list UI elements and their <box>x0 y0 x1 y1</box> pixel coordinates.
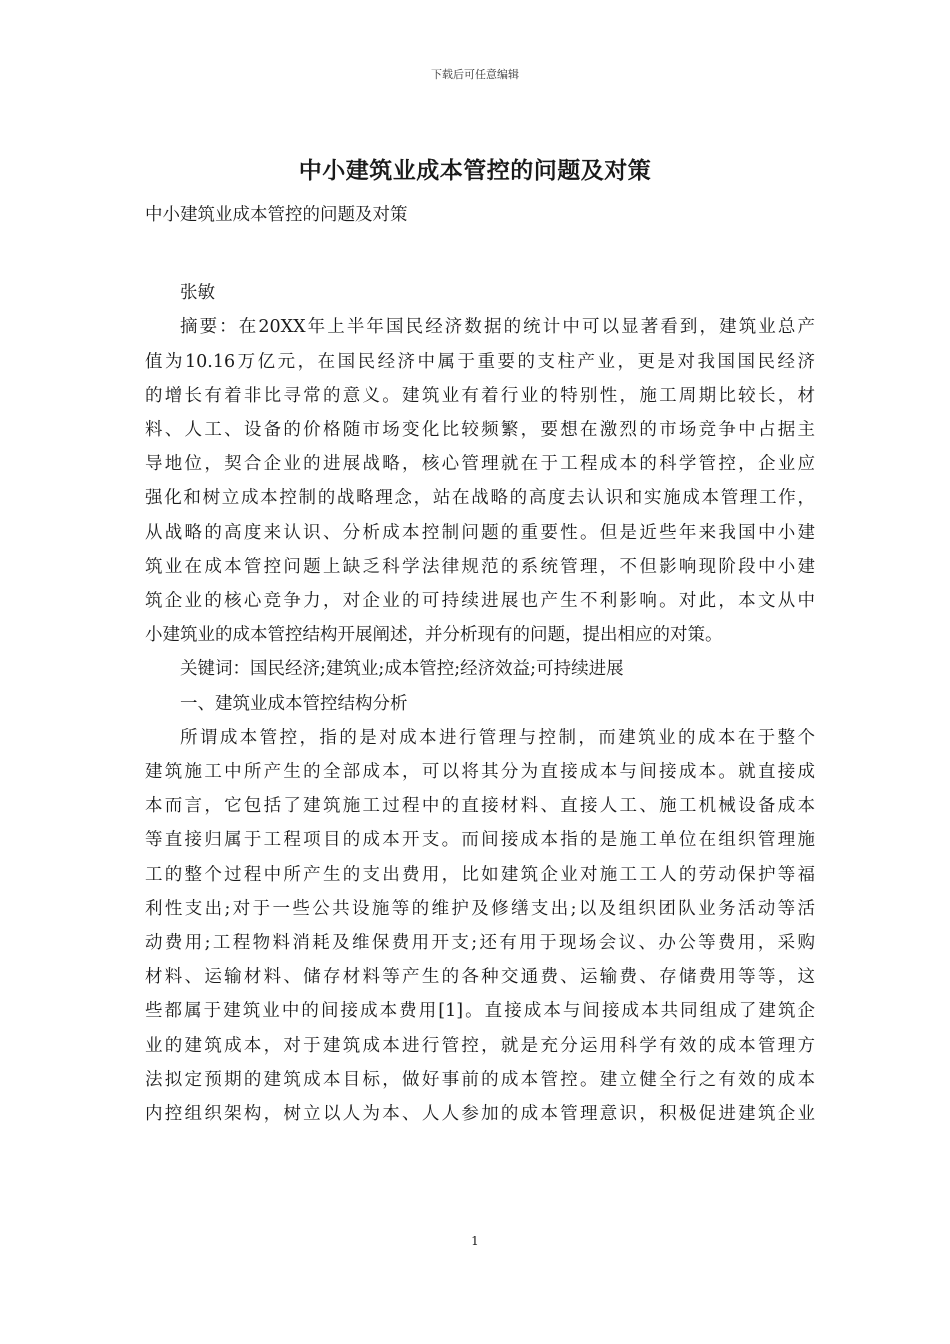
header-note: 下载后可任意编辑 <box>431 68 519 81</box>
paragraph-line: 本而言，它包括了建筑施工过程中的直接材料、直接人工、施工机械设备成本 <box>145 796 815 817</box>
paragraph-line: 些都属于建筑业中的间接成本费用[1]。直接成本与间接成本共同组成了建筑企 <box>145 1001 815 1022</box>
keywords: 关键词：国民经济;建筑业;成本管控;经济效益;可持续进展 <box>180 659 624 680</box>
abstract-line: 筑企业的核心竞争力，对企业的可持续进展也产生不利影响。对此，本文从中 <box>145 591 815 612</box>
section-heading: 一、建筑业成本管控结构分析 <box>180 693 408 714</box>
paragraph-line: 法拟定预期的建筑成本目标，做好事前的成本管控。建立健全行之有效的成本 <box>145 1069 815 1090</box>
abstract-line: 强化和树立成本控制的战略理念，站在战略的高度去认识和实施成本管理工作， <box>145 488 815 509</box>
blank-line <box>145 232 815 276</box>
abstract-line: 小建筑业的成本管控结构开展阐述，并分析现有的问题，提出相应的对策。 <box>145 625 723 646</box>
abstract-line: 筑业在成本管控问题上缺乏科学法律规范的系统管理，不但影响现阶段中小建 <box>145 556 815 577</box>
subtitle: 中小建筑业成本管控的问题及对策 <box>145 205 408 225</box>
paragraph-line: 所谓成本管控，指的是对成本进行管理与控制，而建筑业的成本在于整个 <box>180 727 815 748</box>
abstract-line: 料、人工、设备的价格随市场变化比较频繁，要想在激烈的市场竞争中占据主 <box>145 420 815 441</box>
abstract-line: 的增长有着非比寻常的意义。建筑业有着行业的特别性，施工周期比较长，材 <box>145 385 815 406</box>
author: 张敏 <box>180 283 215 304</box>
document-body <box>145 198 815 1131</box>
paragraph-line: 业的建筑成本，对于建筑成本进行管控，就是充分运用科学有效的成本管理方 <box>145 1035 815 1056</box>
paragraph-line: 利性支出;对于一些公共设施等的维护及修缮支出;以及组织团队业务活动等活 <box>145 898 815 919</box>
abstract-line: 导地位，契合企业的进展战略，核心管理就在于工程成本的科学管控，企业应 <box>145 454 815 475</box>
paragraph-line: 工的整个过程中所产生的支出费用，比如建筑企业对施工工人的劳动保护等福 <box>145 864 815 885</box>
paragraph-line: 材料、运输材料、储存材料等产生的各种交通费、运输费、存储费用等等，这 <box>145 967 815 988</box>
abstract-line: 从战略的高度来认识、分析成本控制问题的重要性。但是近些年来我国中小建 <box>145 522 815 543</box>
paragraph-line: 等直接归属于工程项目的成本开支。而间接成本指的是施工单位在组织管理施 <box>145 830 815 851</box>
paragraph-line: 建筑施工中所产生的全部成本，可以将其分为直接成本与间接成本。就直接成 <box>145 762 815 783</box>
document-title: 中小建筑业成本管控的问题及对策 <box>298 157 652 184</box>
abstract <box>145 310 815 652</box>
abstract-line: 值为10.16万亿元，在国民经济中属于重要的支柱产业，更是对我国国民经济 <box>145 351 815 372</box>
paragraph-line: 内控组织架构，树立以人为本、人人参加的成本管理意识，积极促进建筑企业 <box>145 1104 815 1125</box>
paragraph-line: 动费用;工程物料消耗及维保费用开支;还有用于现场会议、办公等费用，采购 <box>145 933 815 954</box>
page-number: 1 <box>471 1234 479 1248</box>
section-paragraph <box>145 721 815 1131</box>
abstract-line: 摘要：在20XX年上半年国民经济数据的统计中可以显著看到，建筑业总产 <box>180 317 815 338</box>
